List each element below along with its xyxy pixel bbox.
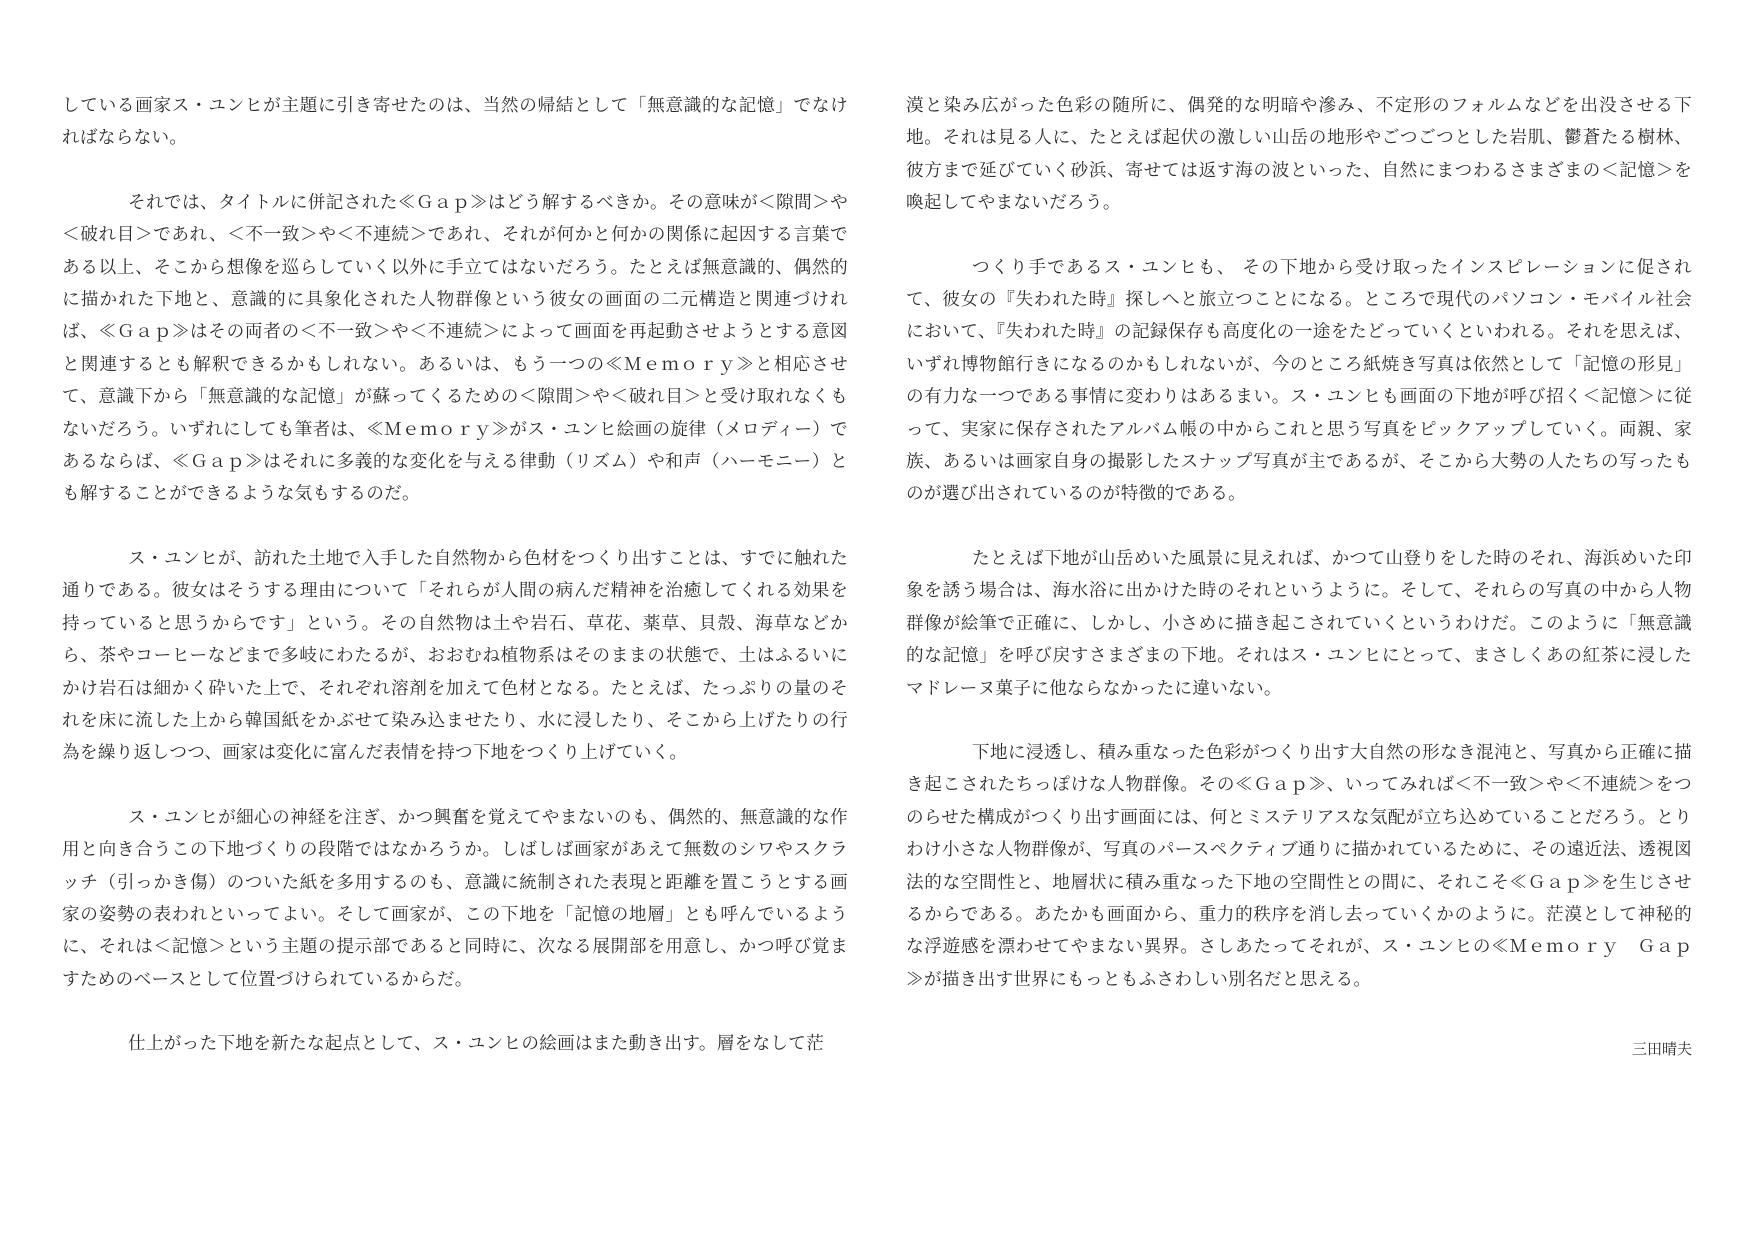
left-paragraph-3: ス・ユンヒが、訪れた土地で入手した自然物から色材をつくり出すことは、すでに触れた通りである。彼女はそうする理由について「それらが人間の病んだ精神を治癒してくれる効果を持っていると思うからです」という。その自然物は土や岩石、草花、薬草、貝殻、海草などから、茶やコーヒーなどまで多岐にわたるが、おおむね植物系はそのままの状態で、土はふるいにかけ岩石は細かく砕いた上で、それぞれ溶剤を加えて色材となる。たとえば、たっぷりの量のそれを床に流した上から韓国紙をかぶせて染み込ませたり、水に浸したり、そこから上げたりの行為を繰り返しつつ、画家は変化に富んだ表情を持つ下地をつくり上げていく。 (62, 548, 848, 764)
left-paragraph-5: 仕上がった下地を新たな起点として、ス・ユンヒの絵画はまた動き出す。層をなして茫 (128, 1034, 825, 1055)
left-paragraph-1: している画家ス・ユンヒが主題に引き寄せたのは、当然の帰結として「無意識的な記憶」でなければならない。 (62, 96, 848, 149)
right-paragraph-3: たとえば下地が山岳めいた風景に見えれば、かつて山登りをした時のそれ、海浜めいた印象を誘う場合は、海水浴に出かけた時のそれというように。そして、それらの写真の中から人物群像が絵筆で正確に、しかし、小さめに描き起こされていくというわけだ。このように「無意識的な記憶」を呼び戻すさまざまの下地。それはス・ユンヒにとって、まさしくあの紅茶に浸したマドレーヌ菓子に他ならなかったに違いない。 (906, 548, 1692, 699)
left-paragraph-2: それでは、タイトルに併記された≪Ｇａｐ≫はどう解するべきか。その意味が＜隙間＞や＜破れ目＞であれ、＜不一致＞や＜不連続＞であれ、それが何かと何かの関係に起因する言葉である以上、そこから想像を巡らしていく以外に手立てはないだろう。たとえば無意識的、偶然的に描かれた下地と、意識的に具象化された人物群像という彼女の画面の二元構造と関連づければ、≪Ｇａｐ≫はその両者の＜不一致＞や＜不連続＞によって画面を再起動させようとする意図と関連するとも解釈できるかもしれない。あるいは、もう一つの≪Ｍｅｍｏｒｙ≫と相応させて、意識下から「無意識的な記憶」が蘇ってくるための＜隙間＞や＜破れ目＞と受け取れなくもないだろう。いずれにしても筆者は、≪Ｍｅｍｏｒｙ≫がス・ユンヒ絵画の旋律（メロディー）であるならば、≪Ｇａｐ≫はそれに多義的な変化を与える律動（リズム）や和声（ハーモニー）とも解することができるような気もするのだ。 (62, 192, 848, 505)
right-paragraph-4: 下地に浸透し、積み重なった色彩がつくり出す大自然の形なき混沌と、写真から正確に描き起こされたちっぽけな人物群像。その≪Ｇａｐ≫、いってみれば＜不一致＞や＜不連続＞をつのらせた構成がつくり出す画面には、何とミステリアスな気配が立ち込めていることだろう。とりわけ小さな人物群像が、写真のパースペクティブ通りに描かれているために、その遠近法、透視図法的な空間性と、地層状に積み重なった下地の空間性との間に、それこそ≪Ｇａｐ≫を生じさせるからである。あたかも画面から、重力的秩序を消し去っていくかのように。茫漠として神秘的な浮遊感を漂わせてやまない異界。さしあたってそれが、ス・ユンヒの≪Ｍｅｍｏｒｙ Ｇａｐ≫が描き出す世界にもっともふさわしい別名だと思える。 (906, 742, 1692, 990)
right-paragraph-2: つくり手であるス・ユンヒも、 その下地から受け取ったインスピレーションに促されて、彼女の『失われた時』探しへと旅立つことになる。ところで現代のパソコン・モバイル社会において、『失われた時』の記録保存も高度化の一途をたどっていくといわれる。それを思えば、いずれ博物館行きになるのかもしれないが、今のところ紙焼き写真は依然として「記憶の形見」の有力な一つである事情に変わりはあるまい。ス・ユンヒも画面の下地が呼び招く＜記憶＞に従って、実家に保存されたアルバム帳の中からこれと思う写真をピックアップしていく。両親、家族、あるいは画家自身の撮影したスナップ写真が主であるが、そこから大勢の人たちの写ったものが選び出されているのが特徴的である。 (906, 257, 1692, 505)
right-column (906, 90, 1692, 1028)
right-paragraph-1: 漠と染み広がった色彩の随所に、偶発的な明暗や滲み、不定形のフォルムなどを出没させる下地。それは見る人に、たとえば起伏の激しい山岳の地形やごつごつとした岩肌、鬱蒼たる樹林、彼方まで延びていく砂浜、寄せては返す海の波といった、自然にまつわるさまざまの＜記憶＞を喚起してやまないだろう。 (906, 96, 1692, 214)
author-signature: 三田晴夫 (1631, 1040, 1692, 1058)
left-column (62, 90, 848, 1093)
left-paragraph-4: ス・ユンヒが細心の神経を注ぎ、かつ興奮を覚えてやまないのも、偶然的、無意識的な作用と向き合うこの下地づくりの段階ではなかろうか。しばしば画家があえて無数のシワやスクラッチ（引っかき傷）のついた紙を多用するのも、意識に統制された表現と距離を置こうとする画家の姿勢の表われといってよい。そして画家が、この下地を「記憶の地層」とも呼んでいるように、それは＜記憶＞という主題の提示部であると同時に、次なる展開部を用意し、かつ呼び覚ますためのベースとして位置づけられているからだ。 (62, 807, 848, 990)
